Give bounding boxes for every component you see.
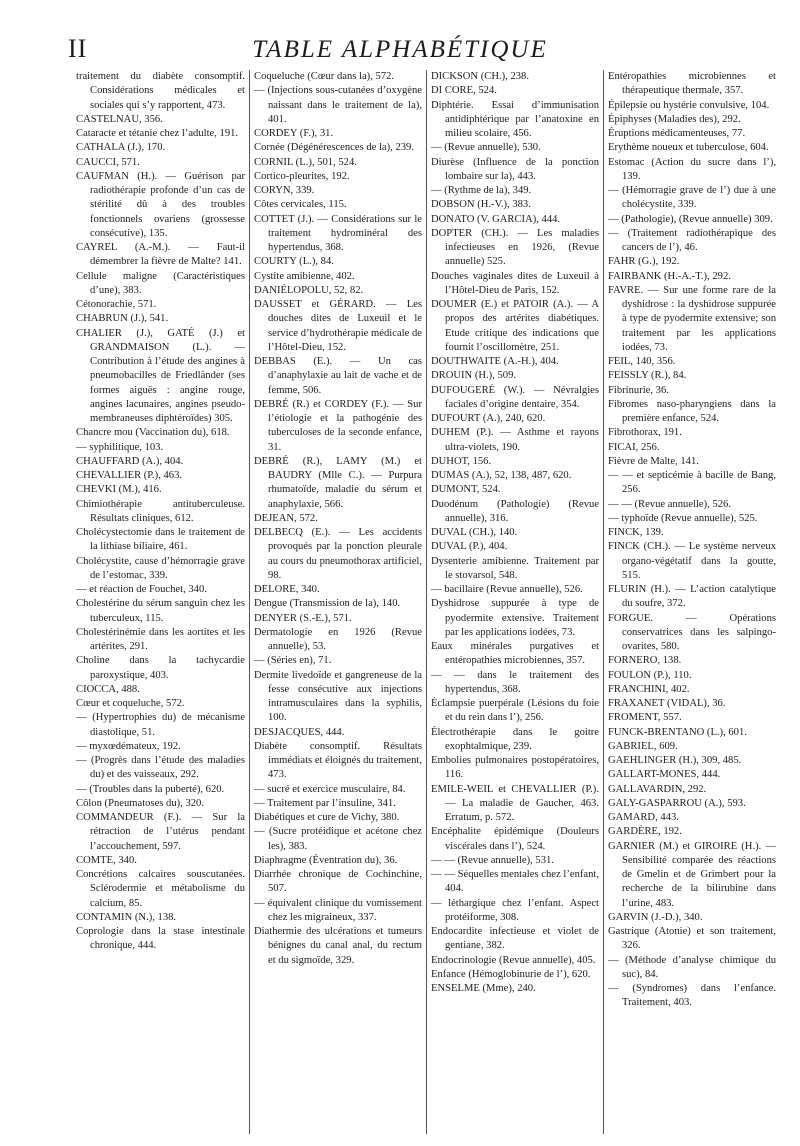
index-entry: GARNIER (M.) et GIROIRE (H.). — Sensibilité comparée des réactions de Gmelin et de Grimbert pour la recherche de la bilirubine dans l’urine, 483. [608,840,776,909]
index-entry: Douches vaginales dites de Luxeuil à l’Hôtel-Dieu de Paris, 152. [431,270,599,296]
index-entry: DESJACQUES, 444. [254,726,345,738]
index-entry: GARVIN (J.-D.), 340. [608,911,703,923]
index-entry: Chancre mou (Vaccination du), 618. [76,427,230,439]
index-entry: CHEVALLIER (P.), 463. [76,470,183,481]
index-entry: COURTY (L.), 84. [254,256,334,268]
index-entry: Eaux minérales purgatives et entéropathies microbiennes, 357. [431,641,599,667]
index-entry: — (Séries en), 71. [254,655,332,667]
index-entry: — — dans le traitement des hypertendus, 368. [431,669,599,695]
index-entry: Dermite livedoïde et gangreneuse de la fesse consécutive aux injections intramusculaires dans la syphilis, 100. [254,669,422,724]
index-entry: Embolies pulmonaires postopératoires, 116. [431,755,599,781]
index-entry: — (Rythme de la), 349. [431,185,532,196]
index-entry: Entéropathies microbiennes et thérapeutique thermale, 357. [608,71,776,97]
index-entry: FAIRBANK (H.-A.-T.), 292. [608,270,731,282]
index-entry: — (Traitement radiothérapique des cancers de l’), 46. [608,227,776,253]
index-entry: ENSELME (Mme), 240. [431,983,536,994]
index-entry: Dermatologie en 1926 (Revue annuelle), 53. [254,626,422,652]
index-entry: — (Sucre protéidique et acétone chez les), 383. [254,826,422,852]
index-entry: — équivalent clinique du vomissement chez les migraineux, 337. [254,897,422,923]
index-entry: Dysenterie amibienne. Traitement par le stovarsol, 548. [431,555,599,581]
index-entry: Cholécystite, cause d’hémorragie grave de l’estomac, 339. [76,555,245,581]
index-entry: Cétonorachie, 571. [76,299,157,310]
index-entry: FORNERO, 138. [608,655,682,667]
index-entry: CORDEY (F.), 31. [254,128,334,139]
index-entry: FRANCHINI, 402. [608,683,690,695]
index-entry: Choline dans la tachycardie paroxystique, 403. [76,655,245,681]
index-entry: Fibrothorax, 191. [608,427,682,439]
index-entry: Cholestérine du sérum sanguin chez les tuberculeux, 115. [76,598,245,624]
index-entry: DOBSON (H.-V.), 383. [431,199,531,211]
index-entry: DUMAS (A.), 52, 138, 487, 620. [431,470,572,481]
index-entry: Encéphalite épidémique (Douleurs viscérales dans l’), 524. [431,826,599,852]
index-entry: Fibrinurie, 36. [608,384,669,396]
index-entry: Dengue (Transmission de la), 140. [254,598,401,610]
index-entry: DEJEAN, 572. [254,512,318,524]
index-entry: Enfance (Hémoglobinurie de l’), 620. [431,968,591,980]
index-entry: FLURIN (H.). — L’action catalytique du soufre, 372. [608,584,776,610]
index-entry: DICKSON (CH.), 238. [431,71,529,82]
index-entry: Estomac (Action du sucre dans l’), 139. [608,156,776,182]
index-entry: Cholécystectomie dans le traitement de la lithiase biliaire, 461. [76,527,245,553]
index-entry: — (Injections sous-cutanées d’oxygène naissant dans le traitement de la), 401. [254,85,422,125]
index-entry: — myxœdémateux, 192. [76,740,181,752]
index-entry: CHEVKI (M.), 416. [76,484,162,496]
index-entry: CHABRUN (J.), 541. [76,313,169,325]
index-entry: CONTAMIN (N.), 138. [76,911,177,923]
index-entry: CHAUFFARD (A.), 404. [76,455,184,467]
index-entry: GALLART-MONES, 444. [608,769,721,781]
index-entry: Fièvre de Malte, 141. [608,455,699,467]
index-entry: DONATO (V. GARCIA), 444. [431,213,561,225]
index-entry: — — Séquelles mentales chez l’enfant, 404. [431,869,599,895]
index-entry: DUVAL (CH.), 140. [431,527,518,538]
index-entry: — (Pathologie), (Revue annuelle) 309. [608,213,773,225]
index-entry: Éclampsie puerpérale (Lésions du foie et du rein dans l’), 256. [431,698,599,724]
index-entry: FAVRE. — Sur une forme rare de la dyshidrose : la dyshidrose suppurée à type de pyodermite extensive; son traitement par les applications iodées, 73. [608,284,776,353]
index-entry: Diurèse (Influence de la ponction lombaire sur la), 443. [431,156,599,182]
index-entry: traitement du diabète consomptif. Considérations médicales et sociales qui s’y rapportent, 473. [76,71,245,111]
index-entry: DOPTER (CH.). — Les maladies infectieuses en 1926, (Revue annuelle) 525. [431,227,599,268]
index-entry: FORGUE. — Opérations conservatrices dans les salpingo-ovarites, 580. [608,612,776,652]
index-entry: FROMENT, 557. [608,712,682,724]
page-header [0,30,800,70]
index-entry: Gastrique (Atonie) et son traitement, 326. [608,926,776,952]
index-entry: — léthargique chez l’enfant. Aspect protéiforme, 308. [431,897,599,923]
index-entry: FAHR (G.), 192. [608,256,680,268]
index-entry: FUNCK-BRENTANO (L.), 601. [608,726,747,738]
index-entry: DELBECQ (E.). — Les accidents provoqués par la ponction pleurale au cours du pneumothorax artificiel, 98. [254,527,422,581]
index-column-1 [72,70,249,1134]
index-entry: Cortico-pleurites, 192. [254,170,350,182]
index-entry: — bacillaire (Revue annuelle), 526. [431,584,583,595]
index-entry: CORYN, 339. [254,185,315,196]
index-entry: GAEHLINGER (H.), 309, 485. [608,755,742,766]
index-entry: DELORE, 340. [254,584,320,595]
index-entry: — — (Revue annuelle), 526. [608,498,731,510]
index-entry: DOUMER (E.) et PATOIR (A.). — A propos des artérites diabétiques. Etude critique des indications que fournit l’oscillomètre, 251. [431,299,599,353]
index-entry: Chimiothérapie antituberculeuse. Résultats cliniques, 612. [76,498,245,524]
index-entry: FINCK (CH.). — Le système nerveux organo-végétatif dans la goutte, 515. [608,541,776,581]
index-entry: — (Méthode d’analyse chimique du suc), 84. [608,954,776,980]
index-entry: Épiphyses (Maladies des), 292. [608,113,741,125]
index-entry: CAYREL (A.-M.). — Faut-il démembrer la fièvre de Malte? 141. [76,242,245,268]
index-entry: Duodénum (Pathologie) (Revue annuelle), 316. [431,498,599,524]
index-entry: — (Progrès dans l’étude des maladies du) et des vaisseaux, 292. [76,755,245,781]
index-entry: GALLAVARDIN, 292. [608,783,707,795]
index-entry: FRAXANET (VIDAL), 36. [608,698,726,709]
index-entry: EMILE-WEIL et CHEVALLIER (P.). — La maladie de Gaucher, 463. Erratum, p. 572. [431,783,599,823]
index-entry: Diabète consomptif. Résultats immédiats et éloignés du traitement, 473. [254,740,422,781]
index-entry: Côlon (Pneumatoses du), 320. [76,797,204,809]
index-entry: FEISSLY (R.), 84. [608,370,687,382]
index-entry: Diphtérie. Essai d’immunisation antidiphtérique par l’anatoxine en milieu scolaire, 456. [431,99,599,139]
index-entry: DEBBAS (E.). — Un cas d’anaphylaxie au lait de vache et de femme, 506. [254,356,422,396]
index-column-4 [603,70,780,1134]
index-entry: DUHOT, 156. [431,455,492,467]
index-entry: COMTE, 340. [76,854,137,866]
index-entry: FICAI, 256. [608,441,660,453]
index-entry: — (Hémorragie grave de l’) due à une cholécystite, 339. [608,185,776,211]
index-entry: GALY-GASPARROU (A.), 593. [608,797,746,809]
index-entry: Diarrhée chronique de Cochinchine, 507. [254,869,422,895]
index-entry: DUFOURT (A.), 240, 620. [431,413,546,424]
index-entry: Coqueluche (Cœur dans la), 572. [254,71,395,82]
index-entry: DAUSSET et GÉRARD. — Les douches dites de Luxeuil et le service d’hydrothérapie médicale de l’Hôtel-Dieu, 152. [254,299,422,353]
index-entry: — Traitement par l’insuline, 341. [254,797,396,809]
index-entry: Diabétiques et cure de Vichy, 380. [254,812,400,823]
index-entry: — et réaction de Fouchet, 340. [76,584,207,595]
index-entry: Cystite amibienne, 402. [254,270,355,282]
index-entry: CAUCCI, 571. [76,156,140,168]
index-entry: Concrétions calcaires souscutanées. Sclérodermie et métabolisme du calcium, 85. [76,869,245,909]
index-entry: Cellule maligne (Caractéristiques d’une), 383. [76,270,245,296]
index-entry: Éruptions médicamenteuses, 77. [608,128,746,139]
index-entry: Côtes cervicales, 115. [254,199,347,211]
index-entry: GAMARD, 443. [608,812,679,823]
index-entry: Endocrinologie (Revue annuelle), 405. [431,954,596,966]
page-title: TABLE ALPHABÉTIQUE [252,36,548,63]
index-entry: CORNIL (L.), 501, 524. [254,156,357,168]
index-entry: DUHEM (P.). — Asthme et rayons ultra-violets, 190. [431,427,599,453]
index-entry: FEIL, 140, 356. [608,356,676,367]
index-entry: — (Syndromes) dans l’enfance. Traitement, 403. [608,983,776,1009]
index-entry: — sucré et exercice musculaire, 84. [254,783,406,795]
index-entry: Épilepsie ou hystérie convulsive, 104. [608,99,770,111]
index-entry: — typhoïde (Revue annuelle), 525. [608,512,758,524]
index-entry: DENYER (S.-E.), 571. [254,612,352,624]
index-entry: CATHALA (J.), 170. [76,142,166,154]
index-entry: COMMANDEUR (F.). — Sur la rétraction de l’utérus pendant l’accouchement, 597. [76,812,245,852]
index-entry: Endocardite infectieuse et violet de gentiane, 382. [431,926,599,952]
index-entry: Cataracte et tétanie chez l’adulte, 191. [76,128,239,139]
index-entry: DROUIN (H.), 509. [431,370,517,382]
index-entry: — (Revue annuelle), 530. [431,142,541,154]
index-entry: FOULON (P.), 110. [608,669,692,681]
index-entry: DEBRÉ (R.) et CORDEY (F.). — Sur l’étiologie et la pathogénie des tuberculoses de la seconde enfance, 31. [254,398,422,453]
index-entry: CASTELNAU, 356. [76,113,163,125]
index-entry: — (Hypertrophies du) de mécanisme diastolique, 51. [76,712,245,738]
index-entry: COTTET (J.). — Considérations sur le traitement hydrominéral des hypertendus, 368. [254,213,422,253]
index-entry: DI CORE, 524. [431,85,497,97]
index-entry: DEBRÉ (R.), LAMY (M.) et BAUDRY (Mlle C.). — Purpura rhumatoïde, maladie du sérum et anaphylaxie, 566. [254,455,422,510]
index-entry: Électrothérapie dans le goitre exophtalmique, 239. [431,726,599,752]
index-entry: GARDÈRE, 192. [608,826,682,838]
index-entry: Dyshidrose suppurée à type de pyodermite extensive. Traitement par les applications iodées, 73. [431,598,599,638]
index-entry: FINCK, 139. [608,527,664,538]
index-entry: CHALIER (J.), GATÉ (J.) et GRANDMAISON (L.). — Contribution à l’étude des angines à pneumobacilles de Friedländer (ses formes aiguës : angine rouge, angines lacunaires, angines pseudo-membraneuses diphtéroïdes) 305. [76,327,245,424]
index-entry: Erythème noueux et tuberculose, 604. [608,142,769,154]
index-entry: CIOCCA, 488. [76,683,140,695]
index-entry: — — (Revue annuelle), 531. [431,854,554,866]
index-entry: CAUFMAN (H.). — Guérison par radiothérapie profonde d’un cas de stérilité dû à des troubles fonctionnels ovariens (grossesse consécutive), 135. [76,170,245,239]
index-entry: GABRIEL, 609. [608,740,678,752]
index-entry: DUMONT, 524. [431,484,501,496]
index-entry: Cœur et coqueluche, 572. [76,698,185,709]
index-entry: — (Troubles dans la puberté), 620. [76,783,225,795]
index-columns [72,70,780,1134]
index-column-2 [249,70,426,1134]
index-entry: Cholestérinémie dans les aortites et les artérites, 291. [76,626,245,652]
index-entry: DUFOUGERÉ (W.). — Névralgies faciales d’origine dentaire, 354. [431,384,599,410]
index-entry: Diaphragme (Éventration du), 36. [254,854,398,866]
index-entry: — syphilitique, 103. [76,441,164,453]
index-entry: DOUTHWAITE (A.-H.), 404. [431,356,559,367]
page-number: II [68,34,88,63]
index-entry: Coprologie dans la stase intestinale chronique, 444. [76,926,245,952]
index-entry: Diathermie des ulcérations et tumeurs bénignes du canal anal, du rectum et du sigmoïde, 329. [254,926,422,966]
index-entry: — — et septicémie à bacille de Bang, 256. [608,470,776,496]
index-entry: Cornée (Dégénérescences de la), 239. [254,142,415,154]
index-column-3 [426,70,603,1134]
index-entry: Fibromes naso-pharyngiens dans la première enfance, 524. [608,398,776,424]
index-entry: DANIÉLOPOLU, 52, 82. [254,284,364,296]
index-entry: DUVAL (P.), 404. [431,541,508,553]
